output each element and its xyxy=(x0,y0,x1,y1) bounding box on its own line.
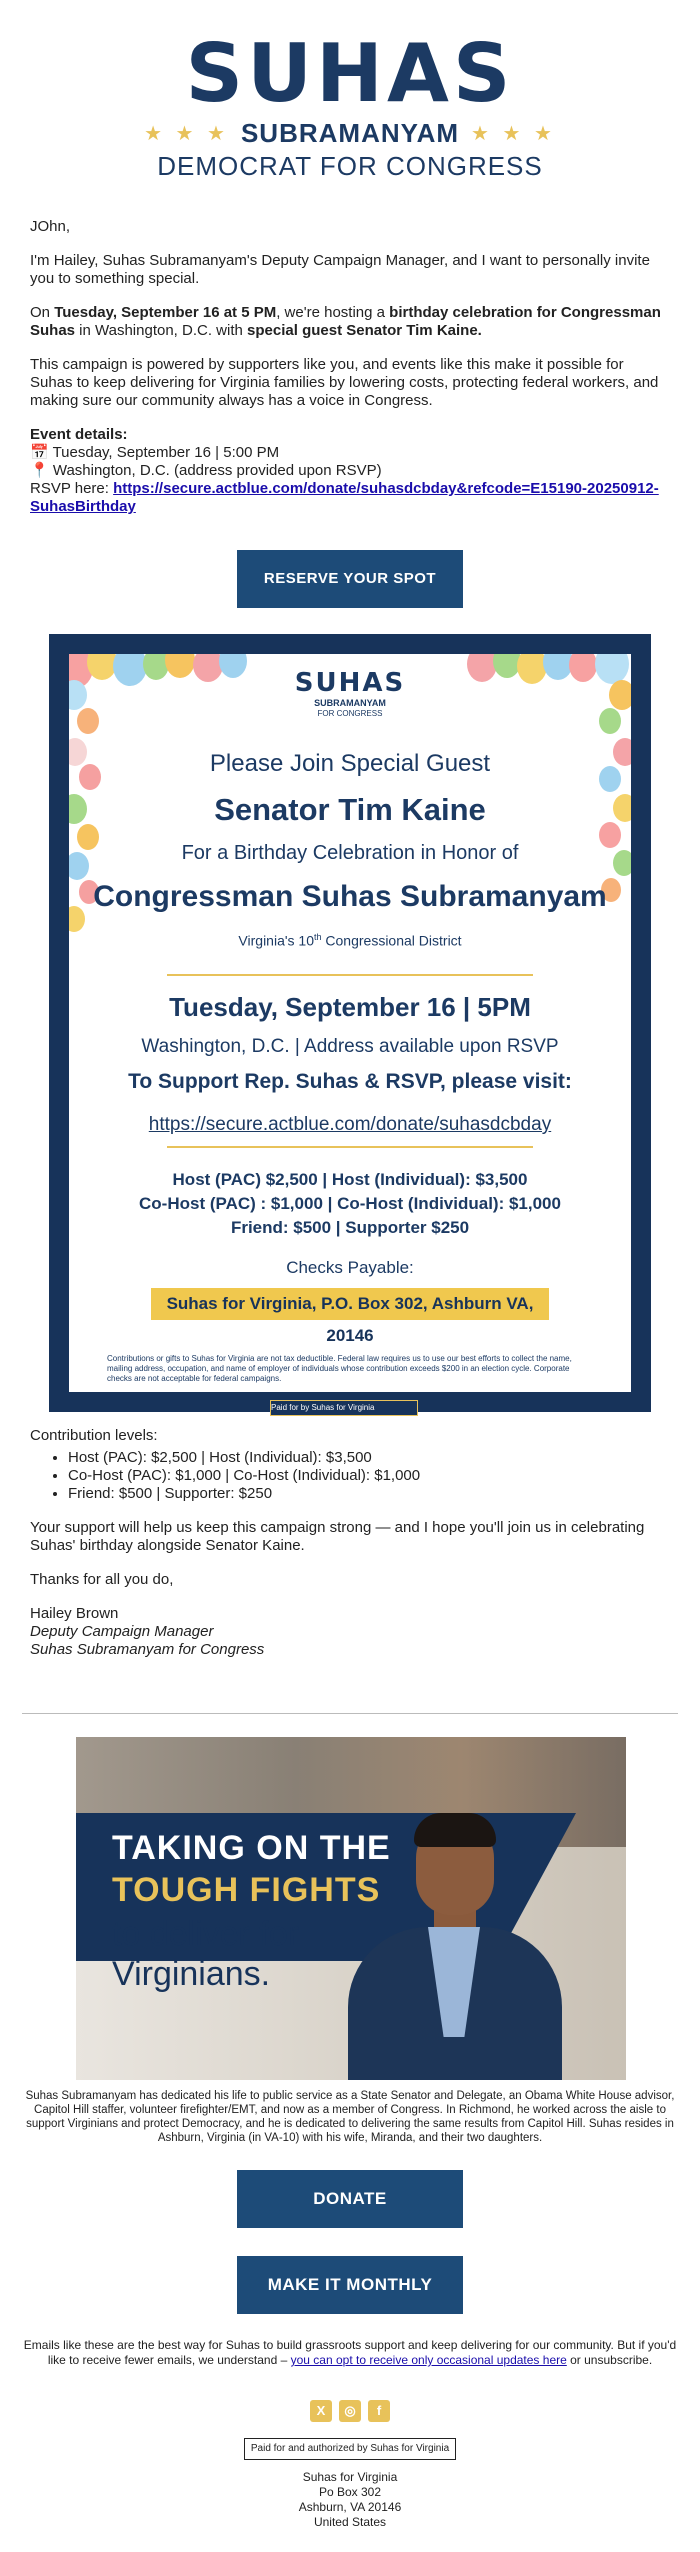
flyer-tier3: Friend: $500 | Supporter $250 xyxy=(230,1218,470,1237)
flyer-disclaimer: Contributions or gifts to Suhas for Virginia are not tax deductible. Federal law requires us to use our best efforts to collect the name, mailing address, occupation, and name of employer of individuals whose contribution exceeds $200 in an election cycle. Corporate checks are not acceptable for federal campaigns. xyxy=(107,1354,572,1383)
facebook-icon[interactable]: f xyxy=(368,2400,390,2422)
flyer-district: Virginia's 10th Congressional District xyxy=(238,932,462,949)
event-guest: special guest Senator Tim Kaine. xyxy=(247,322,482,339)
details-place: 📍 Washington, D.C. (address provided upon RSVP) xyxy=(30,462,382,479)
instagram-icon[interactable]: ◎ xyxy=(339,2400,361,2422)
event-paragraph xyxy=(30,304,670,340)
details-title: Event details: xyxy=(30,426,128,443)
closing-paragraph: Your support will help us keep this campaign strong — and I hope you'll join us in celebrating Suhas' birthday alongside Senator Kaine. xyxy=(30,1519,645,1554)
logo-row xyxy=(0,118,700,149)
flyer-honoree: Congressman Suhas Subramanyam xyxy=(93,880,607,913)
reserve-spot-button[interactable]: RESERVE YOUR SPOT xyxy=(237,550,463,608)
address-line: Ashburn, VA 20146 xyxy=(298,2500,402,2514)
flyer-divider xyxy=(167,1146,533,1148)
section-divider xyxy=(22,1713,678,1714)
occasional-updates-link[interactable]: you can opt to receive only occasional updates here xyxy=(290,2353,567,2367)
greeting: JOhn, xyxy=(30,218,71,235)
logo-tagline: DEMOCRAT FOR CONGRESS xyxy=(157,151,543,181)
flyer-card xyxy=(69,654,631,1392)
letter-top xyxy=(0,218,700,516)
hero-headline-1: TAKING ON THE xyxy=(112,1829,391,1867)
rsvp-label: RSVP here: xyxy=(30,480,114,497)
event-details xyxy=(30,426,670,516)
hero-subline-2: Virginians. xyxy=(112,1955,271,1993)
address-line: Suhas for Virginia xyxy=(302,2470,398,2484)
logo-name: SUHAS xyxy=(185,27,515,120)
hero-headline-2: TOUGH FIGHTS xyxy=(112,1871,381,1909)
make-it-monthly-button[interactable]: MAKE IT MONTHLY xyxy=(237,2256,463,2314)
thanks-line: Thanks for all you do, xyxy=(30,1571,174,1588)
event-title: birthday celebration for Congressman Suhas xyxy=(30,304,661,339)
intro-paragraph: I'm Hailey, Suhas Subramanyam's Deputy Campaign Manager, and I want to personally invite you to something special. xyxy=(30,252,650,287)
campaign-logo xyxy=(0,0,700,182)
event-date: Tuesday, September 16 at 5 PM xyxy=(54,304,277,321)
flyer-support-line: To Support Rep. Suhas & RSVP, please visit: xyxy=(128,1070,572,1093)
flyer-date: Tuesday, September 16 | 5PM xyxy=(169,992,531,1022)
mailing-address xyxy=(0,2470,700,2530)
flyer-tier2: Co-Host (PAC) : $1,000 | Co-Host (Individual): $1,000 xyxy=(139,1194,561,1213)
address-line: Po Box 302 xyxy=(318,2485,382,2499)
event-text: in Washington, D.C. with xyxy=(75,322,248,339)
hero-banner[interactable] xyxy=(76,1737,626,2080)
flyer-logo-tagline: FOR CONGRESS xyxy=(317,709,383,718)
rsvp-line xyxy=(30,480,670,516)
flyer-checks-title: Checks Payable: xyxy=(286,1258,414,1277)
address-line: United States xyxy=(313,2515,387,2529)
email-preferences-note: Emails like these are the best way for Suhas to build grassroots support and keep delivering for our community. But if you'd like to receive fewer emails, we understand – you can opt to receive only occasional updates here or unsubscribe. xyxy=(23,2338,677,2367)
event-text: On xyxy=(30,304,55,321)
x-icon[interactable]: X xyxy=(310,2400,332,2422)
support-paragraph: This campaign is powered by supporters like you, and events like this make it possible for Suhas to keep delivering for Virginia families by lowering costs, protecting federal workers, and making sure our community always has a voice in Congress. xyxy=(30,356,659,409)
flyer-divider xyxy=(167,974,533,976)
logo-surname: SUBRAMANYAM xyxy=(240,118,460,148)
flyer-paid-by: Paid for by Suhas for Virginia xyxy=(270,1400,418,1416)
levels-title: Contribution levels: xyxy=(30,1427,158,1444)
signature-name: Hailey Brown xyxy=(30,1605,119,1622)
flyer-logo-name: SUHAS xyxy=(294,668,406,698)
details-date: 📅 Tuesday, September 16 | 5:00 PM xyxy=(30,444,280,461)
list-item: • Co-Host (PAC): $1,000 | Co-Host (Individual): $1,000 xyxy=(68,1467,670,1485)
flyer-tier1: Host (PAC) $2,500 | Host (Individual): $3,500 xyxy=(172,1170,528,1189)
list-item: • Friend: $500 | Supporter: $250 xyxy=(68,1485,670,1503)
flyer-guest-name: Senator Tim Kaine xyxy=(214,792,486,827)
event-text: , we're hosting a xyxy=(276,304,390,321)
flyer-url: https://secure.actblue.com/donate/suhasdcbday xyxy=(148,1114,552,1135)
rsvp-link[interactable]: https://secure.actblue.com/donate/suhasdcbday&refcode=E15190-20250912-SuhasBirthday xyxy=(30,480,659,515)
letter-bottom xyxy=(0,1427,700,1659)
flyer-place: Washington, D.C. | Address available upon RSVP xyxy=(141,1036,559,1057)
paid-for-notice: Paid for and authorized by Suhas for Virginia xyxy=(244,2438,456,2460)
flyer-line1: Please Join Special Guest xyxy=(209,750,491,777)
list-item: • Host (PAC): $2,500 | Host (Individual): $3,500 xyxy=(68,1449,670,1467)
flyer-line3: For a Birthday Celebration in Honor of xyxy=(181,842,519,864)
flyer-payto: Suhas for Virginia, P.O. Box 302, Ashburn VA, 20146 xyxy=(151,1288,549,1320)
signature-org: Suhas Subramanyam for Congress xyxy=(30,1641,265,1658)
invitation-flyer[interactable] xyxy=(49,634,651,1412)
donate-button[interactable]: DONATE xyxy=(237,2170,463,2228)
hero-subline-1: to deliver for xyxy=(112,1915,300,1953)
candidate-bio: Suhas Subramanyam has dedicated his life to public service as a State Senator and Delegate, an Obama White House advisor, Capitol Hill staffer, volunteer firefighter/EMT, and now as a member of Congress. In Richmond, he worked across the aisle to support Virginians and protect Democracy, and he is dedicated to delivering the same results from Capitol Hill. Suhas resides in Ashburn, Virginia (in VA-10) with his wife, Miranda, and their two daughters. xyxy=(25,2090,675,2144)
stars-icon: ★ ★ ★ xyxy=(471,123,556,145)
levels-list xyxy=(30,1449,670,1503)
stars-icon: ★ ★ ★ xyxy=(144,123,229,145)
signature-title: Deputy Campaign Manager xyxy=(30,1623,214,1640)
signature xyxy=(30,1605,670,1659)
flyer-logo-surname: SUBRAMANYAM xyxy=(314,698,386,708)
